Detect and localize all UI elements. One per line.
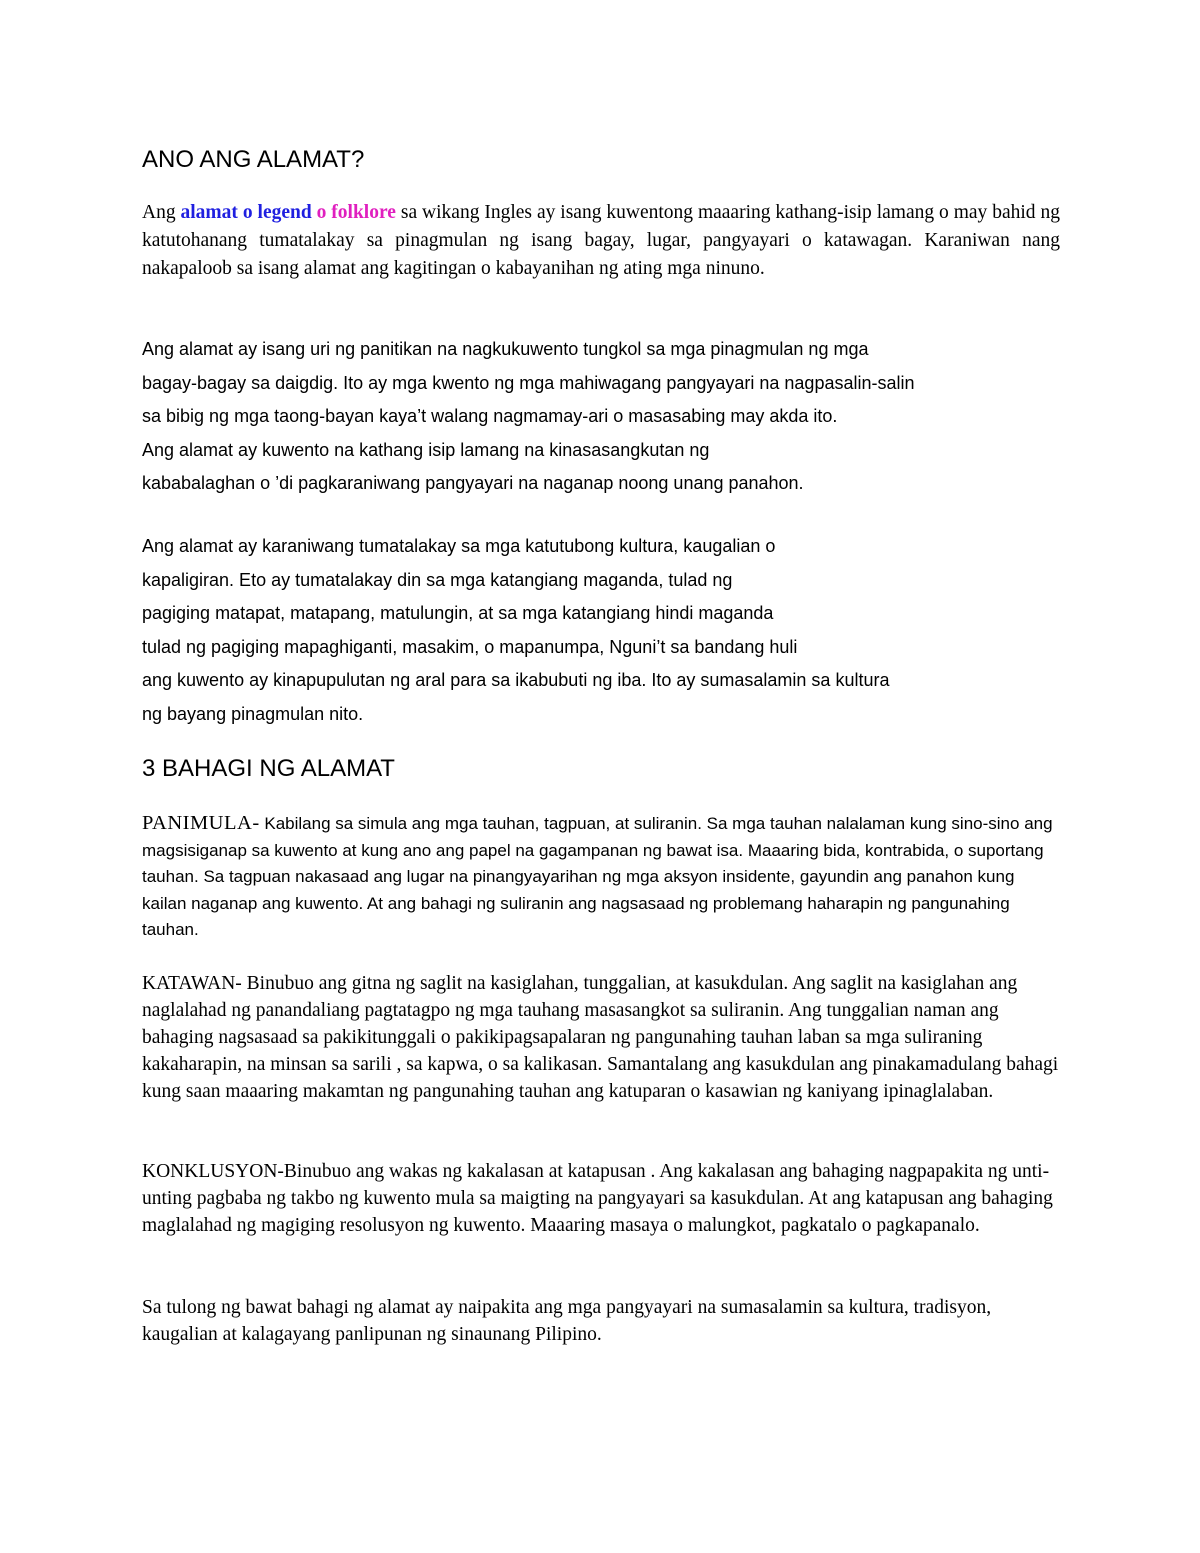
definition-line: sa bibig ng mga taong-bayan kaya’t walang nagmamay-ari o masasabing may akda ito. (142, 406, 838, 426)
culture-line: tulad ng pagiging mapaghiganti, masakim, o mapanumpa, Nguni’t sa bandang huli (142, 636, 798, 657)
katawan-paragraph: KATAWAN- Binubuo ang gitna ng saglit na kasiglahan, tunggalian, at kasukdulan. Ang saglit na kasiglahan ang naglalahad ng panandaliang pagtatagpo ng mga tauhang masasangkot sa suliranin. Ang tunggalian naman ang bahaging nagsasaad sa pakikitunggali o pakikipagsapalaran ng pangunahing tauhan laban sa mga suliraning kakaharapin, na minsan sa sarili , sa kapwa, o sa kalikasan. Samantalang ang kasukdulan ang pinakamadulang bahagi kung saan maaaring makamtan ng pangunahing tauhan ang katuparan o kasawian ng kaniyang ipinaglalaban. (142, 973, 1059, 1102)
heading-3-bahagi: 3 BAHAGI NG ALAMAT (142, 755, 395, 782)
culture-line: kapaligiran. Eto ay tumatalakay din sa mga katangiang maganda, tulad ng (142, 569, 733, 590)
intro-rest: sa wikang Ingles ay isang kuwentong maaaring kathang-isip lamang o may bahid ng katutohanang tumatalakay sa pinagmulan ng isang bagay, lugar, pangyayari o katawagan. Karaniwan nang nakapaloob sa isang alamat ang kagitingan o kabayanihan ng ating mga ninuno. (142, 202, 1060, 279)
konklusyon-paragraph: KONKLUSYON-Binubuo ang wakas ng kakalasan at katapusan . Ang kakalasan ang bahaging nagpapakita ng unti-unting pagbaba ng takbo ng kuwento mula sa maigting na pangyayari sa kasukdulan. At ang katapusan ang bahaging maglalahad ng magiging resolusyon ng kuwento. Maaaring masaya o malungkot, pagkatalo o pagkapanalo. (142, 1161, 1053, 1236)
culture-line: ang kuwento ay kinapupulutan ng aral para sa ikabubuti ng iba. Ito ay sumasalamin sa kultura (142, 670, 890, 690)
definition-paragraph (142, 333, 915, 501)
term-alamat-legend: alamat o legend (180, 202, 312, 223)
panimula-paragraph (142, 810, 1062, 944)
culture-paragraph (142, 530, 889, 731)
term-folklore: o folklore (311, 202, 396, 223)
closing-paragraph: Sa tulong ng bawat bahagi ng alamat ay naipakita ang mga pangyayari na sumasalamin sa kultura, tradisyon, kaugalian at kalagayang panlipunan ng sinaunang Pilipino. (142, 1297, 992, 1345)
panimula-text: Kabilang sa simula ang mga tauhan, tagpuan, at suliranin. Sa mga tauhan nalalaman kung sino-sino ang magsisiganap sa kuwento at kung ano ang papel na gagampanan ng bawat isa. Maaaring bida, kontrabida, o suportang tauhan. Sa tagpuan nakasaad ang lugar na pinangyayarihan ng mga aksyon insidente, gayundin ang panahon kung kailan naganap ang kuwento. At ang bahagi ng suliranin ang nagsasaad ng problemang haharapin ng pangunahing tauhan. (142, 814, 1053, 939)
culture-line: ng bayang pinagmulan nito. (142, 703, 364, 724)
intro-paragraph (142, 199, 1060, 283)
intro-lead: Ang (142, 202, 181, 223)
definition-line: bagay-bagay sa daigdig. Ito ay mga kwento ng mga mahiwagang pangyayari na nagpasalin-salin (142, 372, 915, 393)
culture-line: Ang alamat ay karaniwang tumatalakay sa mga katutubong kultura, kaugalian o (142, 536, 776, 556)
definition-line: Ang alamat ay isang uri ng panitikan na nagkukuwento tungkol sa mga pinagmulan ng mga (142, 339, 869, 359)
heading-ano-ang-alamat: ANO ANG ALAMAT? (142, 146, 365, 173)
definition-line: kababalaghan o ’di pagkaraniwang pangyayari na naganap noong unang panahon. (142, 473, 804, 493)
culture-line: pagiging matapat, matapang, matulungin, at sa mga katangiang hindi maganda (142, 603, 774, 623)
definition-line: Ang alamat ay kuwento na kathang isip lamang na kinasasangkutan ng (142, 439, 710, 460)
panimula-label: PANIMULA- (142, 812, 260, 834)
